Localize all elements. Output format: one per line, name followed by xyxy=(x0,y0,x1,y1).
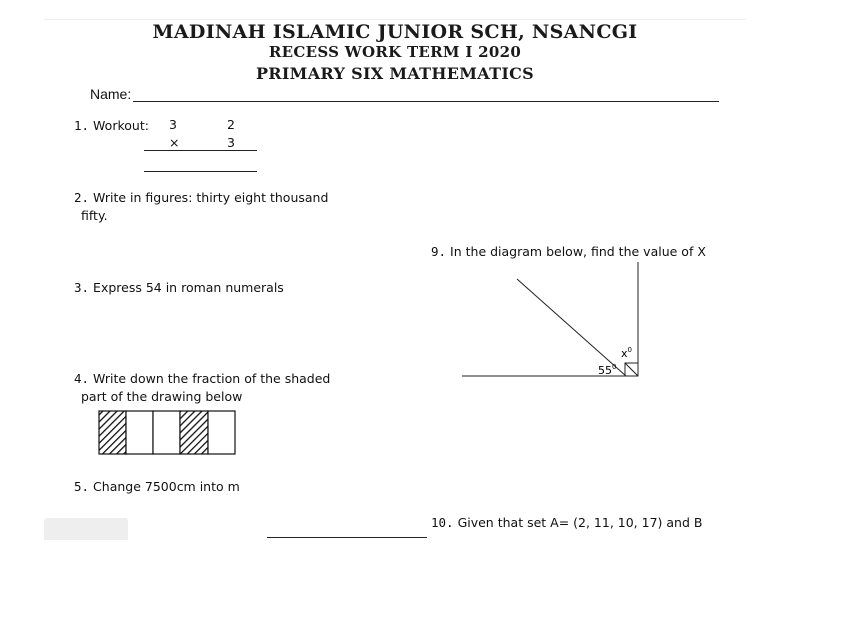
question-text: In the diagram below, find the value of X xyxy=(450,244,706,259)
question-number: 4. xyxy=(74,371,90,386)
name-line xyxy=(133,101,719,102)
question-text-line1: Write down the fraction of the shaded xyxy=(93,371,331,386)
multiplicand-tens: 3 xyxy=(169,117,177,132)
question-3 xyxy=(74,279,284,297)
question-text: Workout: xyxy=(93,118,149,133)
question-number: 5. xyxy=(74,479,90,494)
question-number: 2. xyxy=(74,190,90,205)
question-number: 3. xyxy=(74,280,90,295)
cropped-box xyxy=(44,518,128,540)
question-10 xyxy=(431,514,702,532)
question-text-line2: fifty. xyxy=(81,208,108,223)
question-text-line2: part of the drawing below xyxy=(81,389,243,404)
question-4 xyxy=(74,370,330,406)
question-1 xyxy=(74,117,149,135)
question-number: 10. xyxy=(431,515,454,530)
unshaded-part xyxy=(208,411,235,454)
product-line-bottom xyxy=(144,171,257,172)
fraction-drawing xyxy=(97,409,239,457)
school-name: MADINAH ISLAMIC JUNIOR SCH, NSANCGI xyxy=(152,21,638,43)
term-title: RECESS WORK TERM I 2020 xyxy=(268,43,522,61)
slanted-line xyxy=(517,279,626,376)
multiplicand-ones: 2 xyxy=(227,117,235,132)
subject-title: PRIMARY SIX MATHEMATICS xyxy=(255,64,535,83)
page-top-edge xyxy=(44,19,746,20)
question-5 xyxy=(74,478,240,496)
question-text: Express 54 in roman numerals xyxy=(93,280,284,295)
question-text: Given that set A= (2, 11, 10, 17) and B xyxy=(457,515,703,530)
shaded-part xyxy=(99,411,126,454)
angle-55-label: $55^0$ xyxy=(598,363,617,377)
angle-x-label: $x^0$ xyxy=(621,346,632,360)
right-angle-mark-diagonal xyxy=(625,363,638,376)
question-number: 1. xyxy=(74,118,90,133)
shaded-part xyxy=(180,411,208,454)
question-text: Change 7500cm into m xyxy=(93,479,240,494)
unshaded-part xyxy=(153,411,180,454)
name-label: Name: xyxy=(90,86,132,102)
question-text-line1: Write in figures: thirty eight thousand xyxy=(93,190,329,205)
answer-line xyxy=(267,537,427,538)
question-2 xyxy=(74,189,328,225)
multiplier: 3 xyxy=(227,135,235,150)
question-number: 9. xyxy=(431,244,447,259)
angle-diagram xyxy=(455,258,655,383)
multiply-sign: × xyxy=(169,135,180,150)
product-line-top xyxy=(144,150,257,151)
unshaded-part xyxy=(126,411,153,454)
